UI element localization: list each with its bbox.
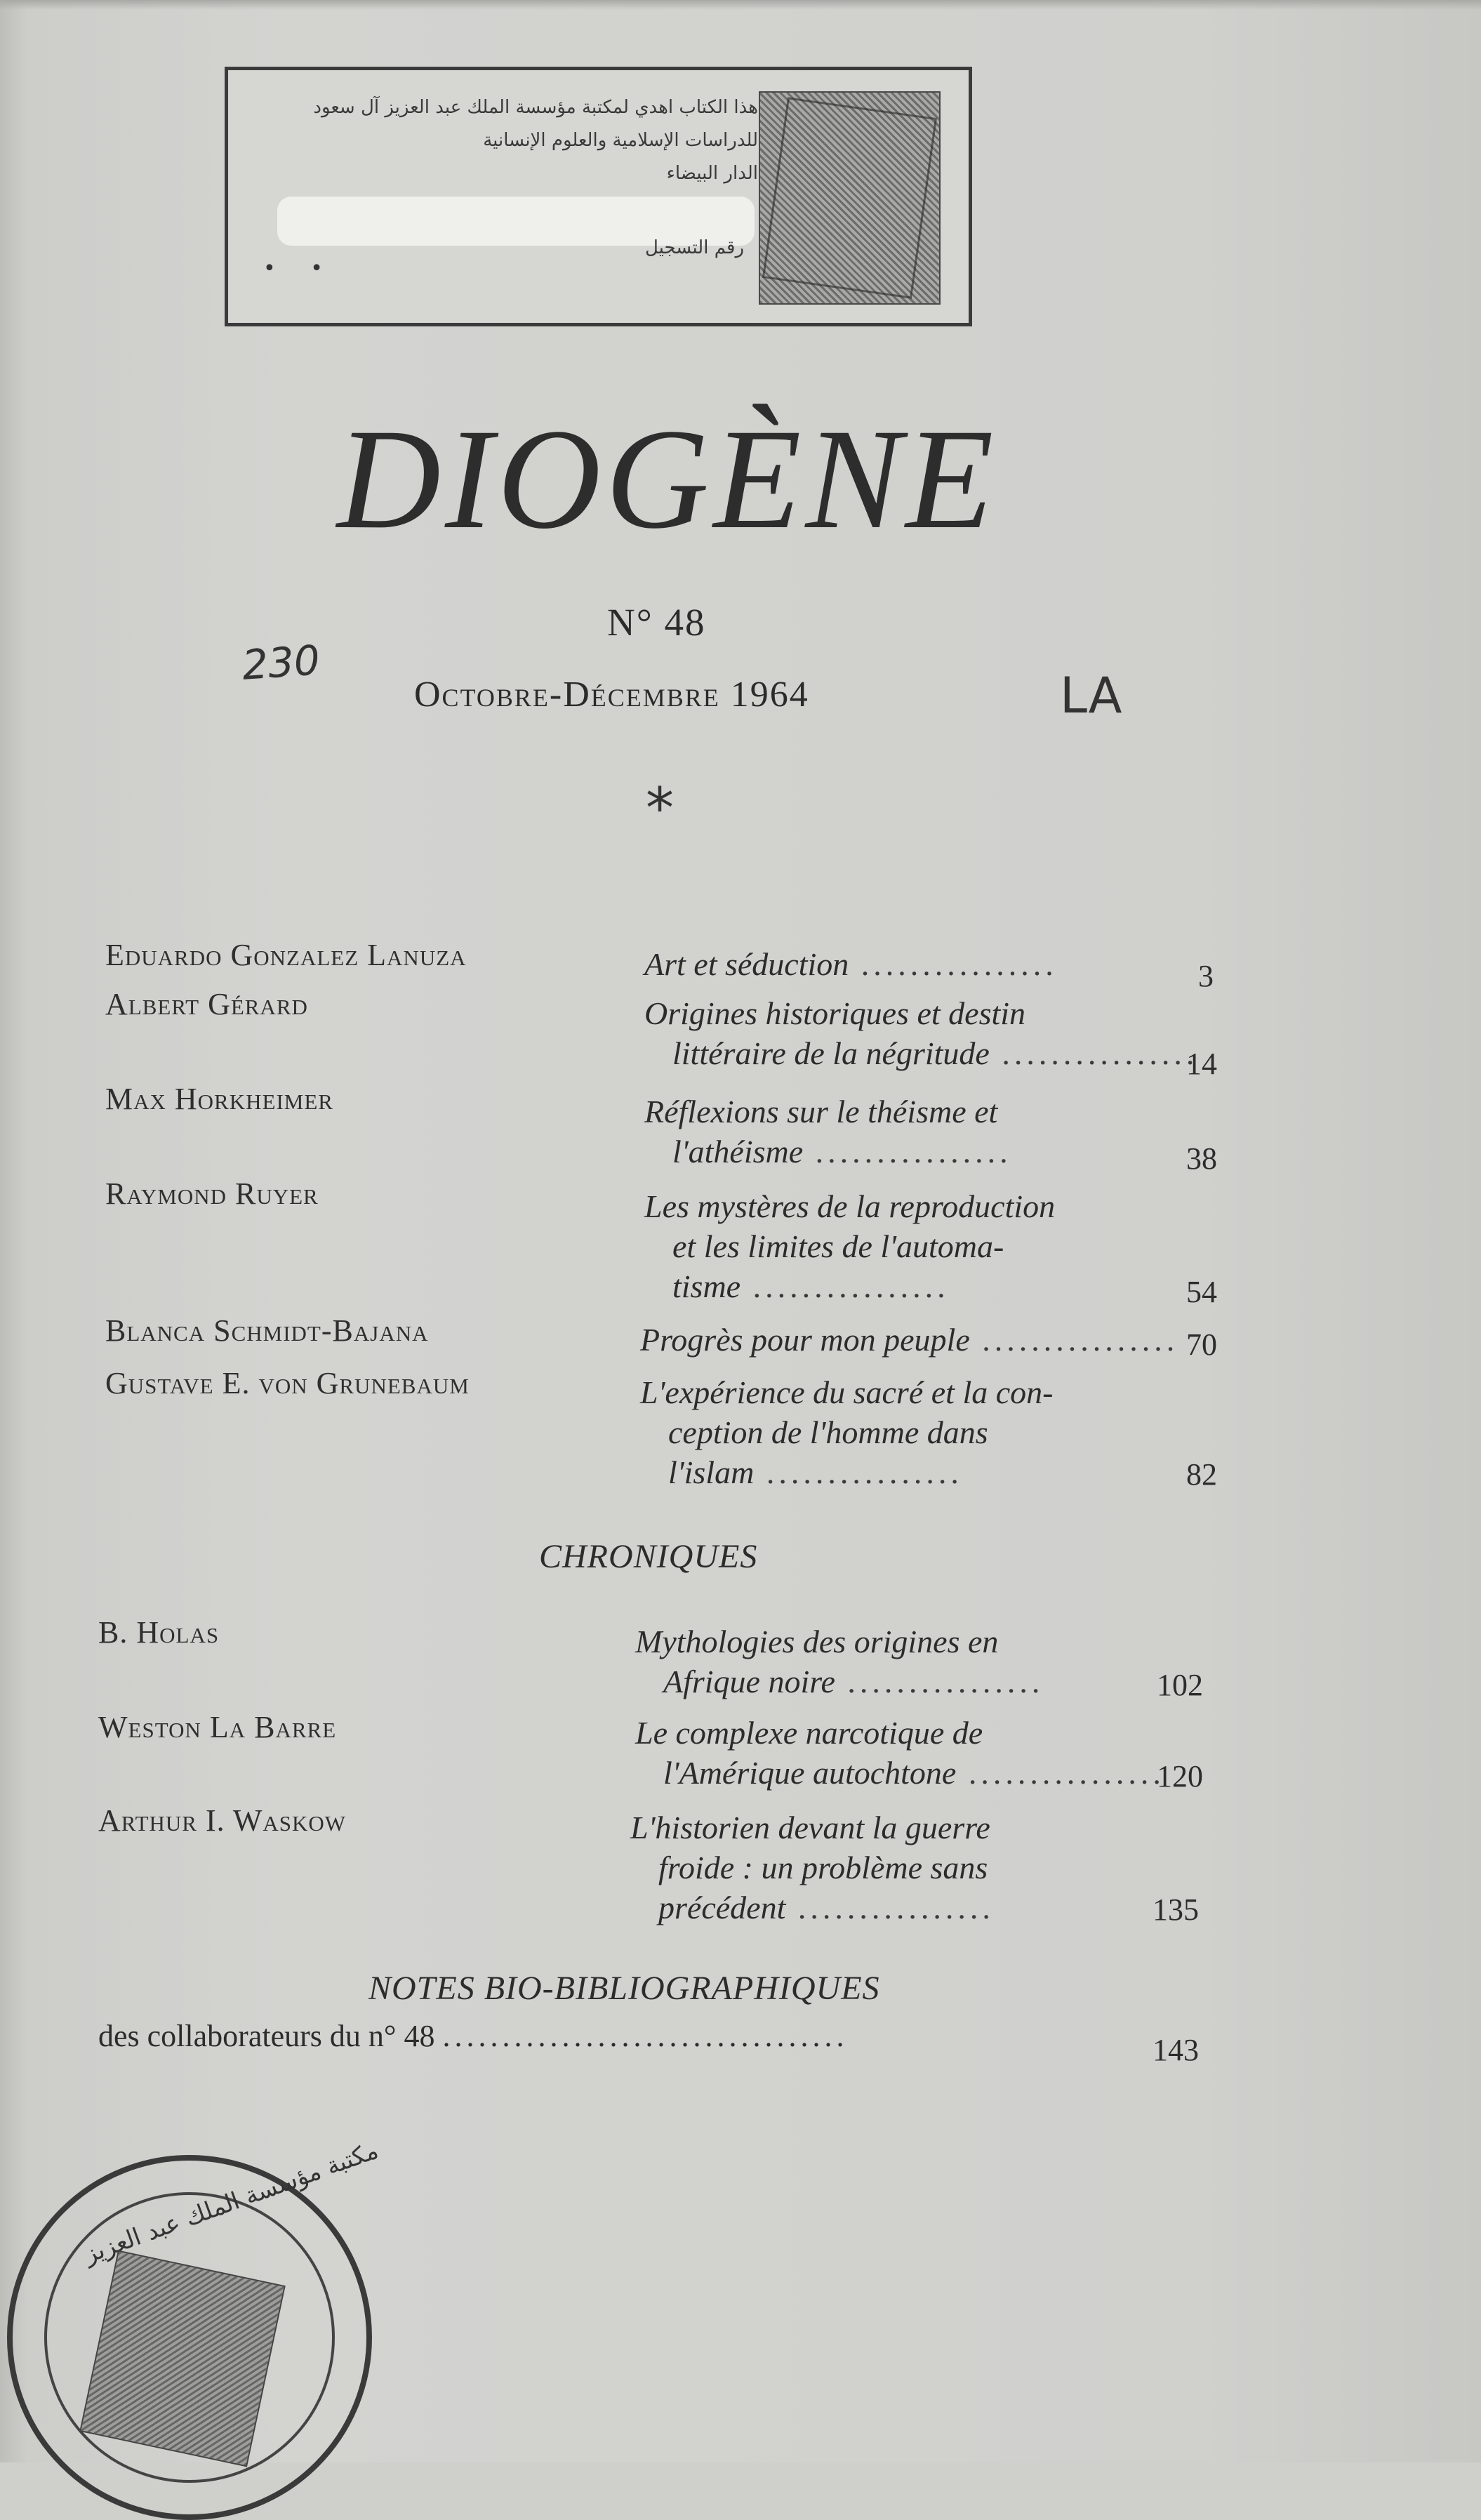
stamp-line: هذا الكتاب اهدي لمكتبة مؤسسة الملك عبد العزيز آل سعود — [313, 97, 758, 118]
chronique-author: B. Holas — [98, 1615, 220, 1650]
article-title-line: L'expérience du sacré et la con- — [640, 1374, 1054, 1410]
article-page-number: 70 — [1186, 1327, 1217, 1362]
article-author: Raymond Ruyer — [105, 1176, 319, 1211]
notes-page-number: 143 — [1153, 2033, 1199, 2067]
leader-dots: ................ — [849, 946, 1058, 982]
article-author: Albert Gérard — [105, 987, 308, 1021]
journal-title: DIOGÈNE — [337, 399, 998, 559]
leader-dots: ................ — [956, 1755, 1165, 1791]
article-page-number: 82 — [1186, 1457, 1217, 1492]
article-title-line: l'athéisme — [672, 1134, 804, 1169]
article-title-line: ception de l'homme dans — [668, 1414, 988, 1450]
chronique-title — [635, 1622, 1127, 1702]
issue-date: Octobre-Décembre 1964 — [414, 675, 809, 715]
section-heading-chroniques: CHRONIQUES — [539, 1538, 758, 1575]
leader-dots: ................ — [969, 1322, 1179, 1358]
handwritten-number: 230 — [240, 636, 321, 689]
seal-emblem-icon — [79, 2250, 286, 2467]
article-page-number: 38 — [1186, 1141, 1217, 1176]
notes-entry-text: des collaborateurs du n° 48 — [98, 2019, 435, 2053]
chronique-author: Arthur I. Waskow — [98, 1803, 347, 1838]
chronique-page-number: 135 — [1153, 1892, 1199, 1927]
article-title — [640, 1320, 1179, 1360]
article-title — [644, 1186, 1136, 1306]
article-title-line: l'islam — [668, 1454, 755, 1490]
leader-dots: ................ — [989, 1035, 1199, 1071]
article-title-line: Réflexions sur le théisme et — [644, 1094, 998, 1129]
chronique-title-line: froide : un problème sans — [658, 1850, 988, 1885]
article-title-line: Les mystères de la reproduction — [644, 1188, 1056, 1224]
stamp-line: للدراسات الإسلامية والعلوم الإنسانية — [483, 130, 758, 151]
article-author: Eduardo Gonzalez Lanuza — [105, 938, 467, 972]
leader-dots: ................ — [803, 1134, 1012, 1169]
chronique-page-number: 120 — [1157, 1759, 1203, 1793]
article-title-line: Origines historiques et destin — [644, 995, 1026, 1031]
round-library-seal — [7, 2136, 383, 2520]
article-title-line: littéraire de la négritude — [672, 1035, 990, 1071]
article-title — [644, 944, 1136, 984]
issue-number: N° 48 — [607, 601, 706, 644]
article-title — [640, 1372, 1131, 1492]
chronique-title-line: Afrique noire — [663, 1664, 835, 1699]
section-heading-notes: NOTES BIO-BIBLIOGRAPHIQUES — [368, 1970, 880, 2007]
stamp-line: الدار البيضاء — [666, 163, 758, 184]
handwritten-initials: LA — [1060, 667, 1122, 724]
chronique-title-line: Mythologies des origines en — [635, 1624, 999, 1659]
chronique-page-number: 102 — [1157, 1668, 1203, 1702]
leader-dots: ................ — [835, 1664, 1044, 1699]
leader-dots: ................ — [785, 1890, 995, 1925]
notes-entry: des collaborateurs du n° 48 .................................. — [98, 2019, 849, 2053]
article-page-number: 14 — [1186, 1047, 1217, 1081]
article-author: Blanca Schmidt-Bajana — [105, 1313, 429, 1348]
article-author: Gustave E. von Grunebaum — [105, 1366, 470, 1400]
chronique-title-line: L'historien devant la guerre — [630, 1810, 990, 1845]
chronique-title-line: Le complexe narcotique de — [635, 1715, 983, 1751]
article-title-line: Art et séduction — [644, 946, 849, 982]
chronique-title-line: l'Amérique autochtone — [663, 1755, 957, 1791]
article-title — [644, 993, 1199, 1073]
chronique-author: Weston La Barre — [98, 1710, 337, 1744]
seal-text: مكتبة مؤسسة الملك عبد العزيز — [80, 2136, 383, 2269]
article-title-line: Progrès pour mon peuple — [640, 1322, 970, 1358]
separator-asterisk: * — [646, 776, 674, 841]
stamp-dots: • • — [263, 256, 337, 281]
stamp-line: رقم التسجيل — [644, 237, 744, 258]
article-title-line: et les limites de l'automa- — [672, 1228, 1004, 1264]
chronique-title — [635, 1713, 1165, 1793]
leader-dots: ................ — [740, 1268, 950, 1304]
leader-dots: ................ — [754, 1454, 963, 1490]
article-title — [644, 1092, 1136, 1172]
article-author: Max Horkheimer — [105, 1082, 333, 1116]
article-title-line: tisme — [672, 1268, 741, 1304]
chronique-title-line: précédent — [658, 1890, 786, 1925]
article-page-number: 3 — [1198, 959, 1214, 993]
chronique-title — [630, 1808, 1122, 1928]
article-page-number: 54 — [1186, 1275, 1217, 1309]
